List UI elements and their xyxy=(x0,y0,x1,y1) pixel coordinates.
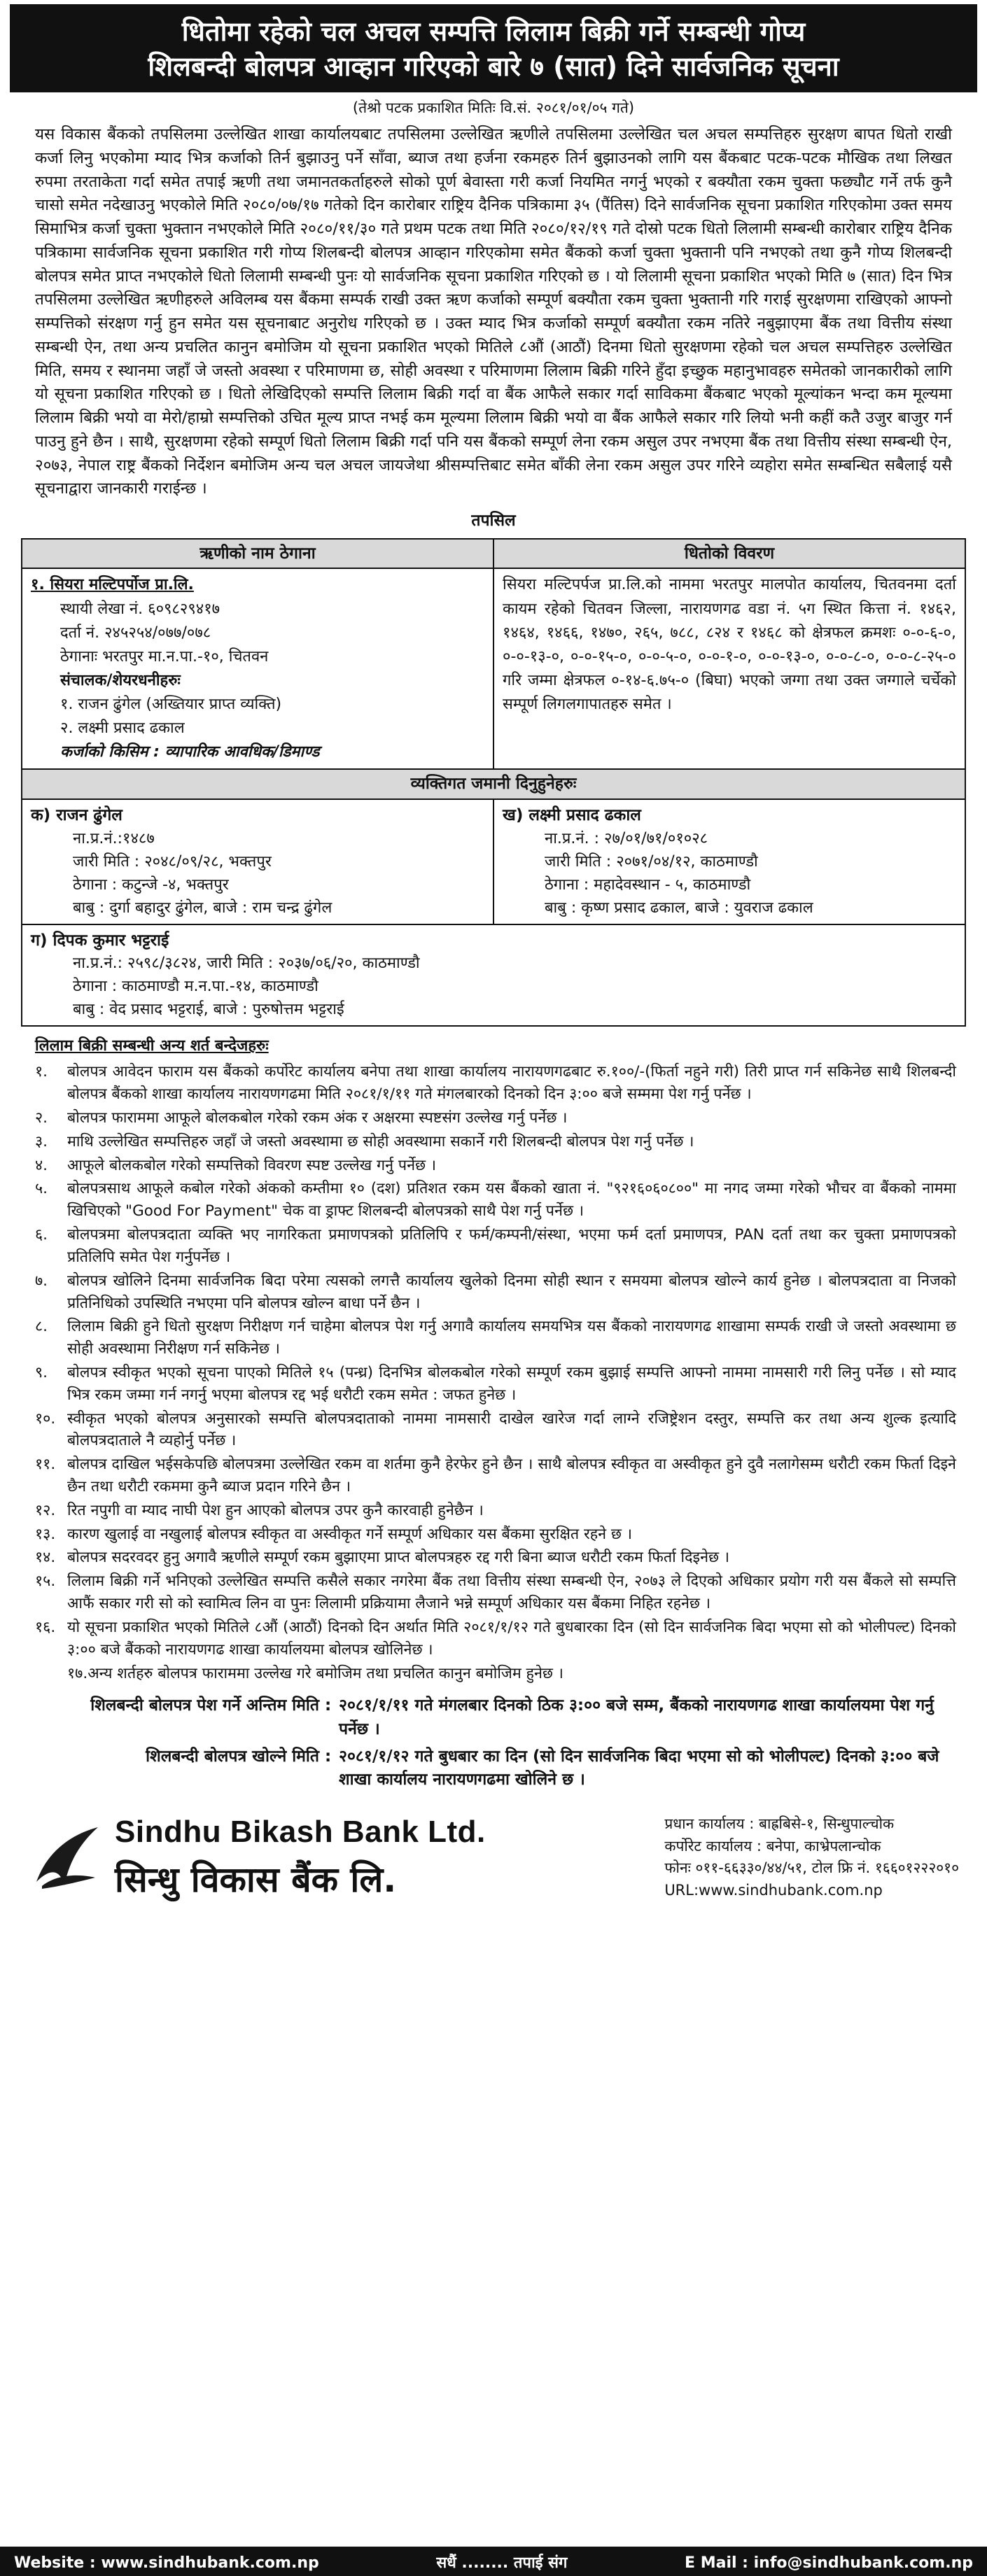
condition-number xyxy=(35,1663,67,1685)
guarantor-1-citizenship: ना.प्र.नं.:१४८७ xyxy=(73,829,155,847)
condition-item xyxy=(10,1617,977,1661)
submission-deadline-value: २०८१/१/११ गते मंगलबार दिनको ठिक ३:०० बजे सम्म, बैंकको नारायणगढ शाखा कार्यालयमा पेश गर्नु पर्नेछ । xyxy=(339,1696,934,1738)
guarantor-1-issued: जारी मिति : २०४८/०९/२८, भक्तपुर xyxy=(73,852,272,871)
borrower-row xyxy=(22,569,965,768)
bank-logo-icon xyxy=(28,1819,105,1896)
opening-date-value: २०८१/१/१२ गते बुधबार का दिन (सो दिन सार्वजनिक बिदा भएमा सो को भोलीपल्ट) दिनको ३:०० बजे शाखा कार्यालय नारायणगढमा खोलिने छ । xyxy=(339,1747,939,1789)
submission-deadline-row xyxy=(31,1694,956,1741)
deadline-table xyxy=(31,1694,956,1792)
guarantor-2-citizenship: ना.प्र.नं. : २७/०१/७१/०१०२८ xyxy=(545,829,708,847)
condition-number: ८. xyxy=(35,1318,48,1336)
submission-deadline-label: शिलबन्दी बोलपत्र पेश गर्ने अन्तिम मिति xyxy=(90,1696,319,1715)
condition-number: ६. xyxy=(35,1226,48,1244)
condition-text: बोलपत्र सदरवदर हुनु अगावै ऋणीले सम्पूर्ण रकम बुझाएमा प्राप्त बोलपत्रहरु रद्द गरी बिना ब्याज धरौटी रकम फिर्ता दिइनेछ । xyxy=(67,1549,730,1567)
head-office: प्रधान कार्यालय : बाह्रबिसे-१, सिन्धुपाल्चोक xyxy=(664,1815,895,1833)
condition-text: बोलपत्र आवेदन फाराम यस बैंकको कर्पोरेट कार्यालय बनेपा तथा शाखा कार्यालय नारायणगढबाट रु.१००/-(फिर्ता नहुने गरी) तिरी प्राप्त गर्न सकिनेछ साथै शिलबन्दी बोलपत्र बैंकको शाखा कार्यालय नारायणगढमा मिति २०८१/१/११ गते मंगलबारको दिनको दिन ३:०० बजे सम्ममा पेश गर्नु पर्नेछ । xyxy=(67,1063,956,1104)
borrower-column-header: ऋणीको नाम ठेगाना xyxy=(22,540,494,568)
directors-title: संचालक/शेयरधनीहरुः xyxy=(60,671,181,689)
opening-date-label: शिलबन्दी बोलपत्र खोल्ने मिति xyxy=(146,1747,319,1766)
guarantor-3-label: ग) xyxy=(31,931,48,950)
borrower-registration: दर्ता नं. २४५२५४/०७७/०७८ xyxy=(60,624,211,642)
guarantor-3-title xyxy=(31,929,956,952)
condition-item xyxy=(10,1523,977,1546)
guarantor-1-label: क) xyxy=(31,805,51,824)
headline-line-1: धितोमा रहेको चल अचल सम्पत्ति लिलाम बिक्री गर्ने सम्बन्धी गोप्य xyxy=(181,16,806,47)
collateral-details xyxy=(494,569,965,768)
notice-headline xyxy=(10,4,977,92)
condition-number: ४. xyxy=(35,1156,48,1174)
condition-text: कारण खुलाई वा नखुलाई बोलपत्र स्वीकृत वा अस्वीकृत गर्ने सम्पूर्ण अधिकार यस बैंकमा सुरक्षित रहने छ । xyxy=(67,1525,632,1543)
footer-email[interactable]: E Mail : info@sindhubank.com.np xyxy=(685,2554,973,2573)
director-1: १. राजन ढुंगेल (अख्तियार प्राप्त व्यक्ति) xyxy=(60,695,282,713)
notice-body: यस विकास बैंकको तपसिलमा उल्लेखित शाखा कार्यालयबाट तपसिलमा उल्लेखित ऋणीले तपसिलमा उल्लेखित चल अचल सम्पत्तिहरु सुरक्षण बापत धितो राखी कर्जा लिनु भएकोमा म्याद भित्र कर्जाको तिर्न बुझाउनु पर्ने साँवा, ब्याज तथा हर्जना रकमहरु तिर्न बुझाउनको लागि यस बैंकबाट पटक-पटक मौखिक तथा लिखत रुपमा तरताकेता गर्दा समेत तपाई ऋणी तथा जमानतकर्ताहरुले सोको पूर्ण बेवास्ता गरी कर्जा नियमित नगर्नु भएको र बक्यौता रकम चुक्ता फछ्यौट गर्ने तर्फ कुनै चासो समेत नदेखाउनु भएकोले मिति २०८०/०७/१७ गतेको दिन कारोबार राष्ट्रिय दैनिक पत्रिकामा ३५ (पैंतिस) दिने सार्वजनिक सूचना प्रकाशित गरिएकोमा उक्त समय सिमाभित्र कर्जा चुक्ता भुक्तान नभएकोले मिति २०८०/११/३० गते प्रथम पटक तथा मिति २०८०/१२/१९ गते दोस्रो पटक धितो लिलामी सम्बन्धी कारोबार राष्ट्रिय दैनिक पत्रिकामा सार्वजनिक सूचना प्रकाशित गरी गोप्य शिलबन्दी बोलपत्र आव्हान गरिएकोमा समेत बैंकको कर्जा चुक्ता भुक्तानी पनि नभएको तथा कुनै गोप्य शिलबन्दी बोलपत्र समेत प्राप्त नभएकोले धितो लिलामी सम्बन्धी पुनः यो सार्वजनिक सूचना प्रकाशित गरिएको छ । यो लिलामी सूचना प्रकाशित भएको मिति ७ (सात) दिन भित्र तपसिलमा उल्लेखित ऋणीहरुले अविलम्ब यस बैंकमा सम्पर्क राखी उक्त ऋण कर्जाको सम्पूर्ण बक्यौता रकम चुक्ता भुक्तानी गरि गराई सुरक्षणमा राखिएको आफ्नो सम्पत्तिको संरक्षण गर्नु हुन समेत यस सूचनाबाट अनुरोध गरिएको छ । उक्त म्याद भित्र कर्जाको सम्पूर्ण बक्यौता रकम नतिरे नबुझाएमा बैंक तथा वित्तीय संस्था सम्बन्धी ऐन, तथा अन्य प्रचलित कानुन बमोजिम यो सूचना प्रकाशित भएको मितिले ८औं (आठौं) दिनमा धितो सुरक्षणमा रहेको चल अचल सम्पत्तिहरु उल्लेखित मिति, समय र स्थानमा जहाँ जे जस्तो अवस्था र परिमाणमा छ, सोही अवस्था र परिमाणमा लिलाम बिक्री गरिने हुँदा इच्छुक महानुभावहरु समेतको जानकारीको लागि यो सूचना प्रकाशित गरिएको छ । धितो लेखिदिएको सम्पत्ति लिलाम बिक्री गर्दा वा बैंक आफैले सकार गर्दा साविकमा बैंकबाट भएको मूल्यांकन भन्दा कम मूल्यमा लिलाम बिक्री भयो वा मेरो/हाम्रो सम्पत्तिको उचित मूल्य प्राप्त नभई कम मूल्यमा लिलाम बिक्री भयो वा बैंक आफैले सकार गरि लियो भनी कहीं कतै उजुर बाजुर गर्न पाउनु हुने छैन । साथै, सुरक्षणमा रहेको सम्पूर्ण धितो लिलाम बिक्री गर्दा पनि यस बैंकको सम्पूर्ण लेना रकम असुल उपर नभएमा बैंक तथा वित्तीय संस्था सम्बन्धी ऐन, २०७३, नेपाल राष्ट्र बैंकको निर्देशन बमोजिम अन्य चल अचल जायजेथा श्रीसम्पत्तिबाट समेत बाँकी लेना रकम असुल उपर गरिने व्यहोरा समेत सम्बन्धित सबैलाई यसै सूचनाद्वारा जानकारी गराईन्छ । xyxy=(35,125,952,498)
condition-number: ७. xyxy=(35,1272,48,1290)
guarantor-2-address: ठेगाना : महादेवस्थान - ५, काठमाण्डौ xyxy=(545,875,751,894)
collateral-description: सियरा मल्टिपर्पज प्रा.लि.को नाममा भरतपुर मालपोत कार्यालय, चितवनमा दर्ता कायम रहेको चितवन जिल्ला, नारायणगढ वडा नं. ५ग स्थित कित्ता नं. १४६२, १४६४, १४६६, १४७०, २६५, ७८८, ८२४ र १४६८ को क्षेत्रफल क्रमशः ०-०-६-०, ०-०-१३-०, ०-०-१५-०, ०-०-५-०, ०-०-१-०, ०-०-१३-०, ०-०-८-०, ०-०-८-२५-० गरि जम्मा क्षेत्रफल ०-१४-६.७५-० (बिघा) भएको जग्गा तथा उक्त जग्गाले चर्चेको सम्पूर्ण लिगलगापातहरु समेत । xyxy=(503,576,956,713)
condition-text: बोलपत्र स्वीकृत भएको सूचना पाएको मितिले १५ (पन्ध्र) दिनभित्र बोलकबोल गरेको सम्पूर्ण रकम बुझाई सम्पत्ति आफ्नो नाममा नामसारी गरी लिनु पर्नेछ । सो म्याद भित्र रकम जम्मा गर्न नगर्नु भएमा बोलपत्र रद्द भई धरौटी रकम समेत : जफत हुनेछ । xyxy=(67,1363,956,1404)
opening-date-colon: : xyxy=(325,1747,332,1766)
condition-number: ३. xyxy=(35,1132,48,1150)
conditions-list xyxy=(10,1061,977,1684)
footer-website[interactable]: Website : www.sindhubank.com.np xyxy=(14,2554,319,2573)
director-2: २. लक्ष्मी प्रसाद ढकाल xyxy=(60,719,185,737)
condition-item xyxy=(10,1224,977,1269)
condition-text: रित नपुगी वा म्याद नाघी पेश हुन आएको बोलपत्र उपर कुनै कारवाही हुनेछैन । xyxy=(67,1501,484,1519)
guarantor-3-name: दिपक कुमार भट्टराई xyxy=(52,931,169,950)
bank-name-nepali: सिन्धु विकास बैंक लि. xyxy=(115,1859,397,1901)
guarantor-1 xyxy=(22,800,494,924)
guarantor-3-family: बाबु : वेद प्रसाद भट्टराई, बाजे : पुरुषोत्तम भट्टराई xyxy=(73,1001,344,1019)
bank-brand-block xyxy=(28,1810,959,1905)
guarantor-3 xyxy=(22,925,965,1026)
condition-number: ११. xyxy=(35,1456,56,1474)
bank-url[interactable]: URL:www.sindhubank.com.np xyxy=(664,1881,883,1899)
headline-line-2: शिलबन्दी बोलपत्र आव्हान गरिएको बारे ७ (सात) दिने सार्वजनिक सूचना xyxy=(148,51,839,83)
condition-item xyxy=(10,1270,977,1315)
guarantor-1-title xyxy=(31,804,484,827)
guarantors-header: व्यक्तिगत जमानी दिनुहुनेहरुः xyxy=(22,768,965,800)
condition-text: बोलपत्रसाथ आफूले कबोल गरेको अंकको कम्तीमा १० (दश) प्रतिशत रकम यस बैंकको खाता नं. "९२१६०६०८००" मा नगद जम्मा गरेको भौचर वा बैंकको नाममा खिचिएको "Good For Payment" चेक वा ड्राफ्ट शिलबन्दी बोलपत्रको साथै पेश गर्नु पर्नेछ । xyxy=(67,1180,956,1220)
borrower-name: १. सियरा मल्टिपर्पोज प्रा.लि. xyxy=(31,576,194,594)
condition-text: आफूले बोलकबोल गरेको सम्पत्तिको विवरण स्पष्ट उल्लेख गर्नु पर्नेछ । xyxy=(67,1156,437,1174)
condition-item xyxy=(10,1316,977,1360)
bank-logo xyxy=(28,1819,105,1896)
bank-name-english: Sindhu Bikash Bank Ltd. xyxy=(115,1814,486,1849)
condition-text: लिलाम बिक्री गर्ने भनिएको उल्लेखित सम्पत्ति कसैले सकार नगरेमा बैंक तथा वित्तीय संस्था सम्बन्धी ऐन, २०७३ ले दिएको अधिकार प्रयोग गरी यस बैंकले सो सम्पत्ति आफैं सकार गरी सो को स्वामित्व लिन वा पुनः लिलामी प्रक्रियामा लैजाने भन्ने सम्पूर्ण अधिकार यस बैंकमा निहित रहनेछ । xyxy=(67,1572,956,1613)
borrower-table xyxy=(21,538,966,1027)
opening-date-row xyxy=(31,1745,956,1792)
conditions-title: लिलाम बिक्री सम्बन्धी अन्य शर्त बन्देजहरुः xyxy=(35,1037,269,1055)
condition-number: १६. xyxy=(35,1618,56,1636)
corporate-office: कर्पोरेट कार्यालय : बनेपा, काभ्रेपलान्चोक xyxy=(664,1837,881,1854)
condition-item xyxy=(10,1107,977,1129)
guarantor-2-family: बाबु : कृष्ण प्रसाद ढकाल, बाजे : युवराज ढकाल xyxy=(545,899,813,917)
footer-bar xyxy=(0,2547,987,2576)
condition-number: २. xyxy=(35,1109,48,1127)
bank-name-block xyxy=(115,1810,486,1905)
collateral-column-header: धितोको विवरण xyxy=(494,540,965,568)
guarantor-2 xyxy=(494,800,965,924)
condition-item xyxy=(10,1408,977,1453)
condition-item xyxy=(10,1570,977,1615)
guarantor-2-name: लक्ष्मी प्रसाद ढकाल xyxy=(528,805,641,824)
condition-item xyxy=(10,1500,977,1522)
condition-item xyxy=(10,1547,977,1569)
loan-type: कर्जाको किसिम : व्यापारिक आवधिक/डिमाण्ड xyxy=(60,743,320,761)
footer-tagline: सधैं ........ तपाई संग xyxy=(436,2554,568,2573)
phone-numbers: फोनः ०११-६६३३०/४४/५१, टोल फ्रि नं. १६६०१२२२०१० xyxy=(664,1859,959,1877)
condition-text: बोलपत्रमा बोलपत्रदाता व्यक्ति भए नागरिकता प्रमाणपत्रको प्रतिलिपि र फर्म/कम्पनी/संस्था, भएमा फर्म दर्ता प्रमाणपत्र, PAN दर्ता तथा कर चुक्ता प्रमाणपत्रको प्रतिलिपि समेत पेश गर्नुपर्नेछ । xyxy=(67,1226,956,1266)
condition-text: बोलपत्र फाराममा आफूले बोलकबोल गरेको रकम अंक र अक्षरमा स्पष्टसंग उल्लेख गर्नु पर्नेछ । xyxy=(67,1109,568,1127)
condition-item xyxy=(10,1362,977,1407)
borrower-table-header xyxy=(22,540,965,570)
condition-number: १४. xyxy=(35,1549,56,1567)
borrower-address: ठेगानाः भरतपुर मा.न.पा.-१०, चितवन xyxy=(60,647,269,666)
condition-text: बोलपत्र खोलिने दिनमा सार्वजनिक बिदा परेमा त्यसको लगत्तै कार्यालय खुलेको दिनमा सोही स्थान र समयमा बोलपत्र खोल्ने कार्य हुनेछ । बोलपत्रदाता वा निजको प्रतिनिधिको उपस्थिति नभएमा पनि बोलपत्र खोल्न बाधा पर्ने छैन । xyxy=(67,1272,956,1312)
condition-item xyxy=(10,1155,977,1177)
condition-number: १५. xyxy=(35,1572,56,1591)
condition-number: १. xyxy=(35,1063,48,1081)
guarantor-2-issued: जारी मिति : २०७१/०४/१२, काठमाण्डौ xyxy=(545,852,758,871)
condition-item xyxy=(10,1178,977,1223)
notice-page xyxy=(0,4,987,2576)
condition-number: १२. xyxy=(35,1501,56,1519)
condition-text: लिलाम बिक्री हुने धितो सुरक्षण निरीक्षण गर्न चाहेमा बोलपत्र पेश गर्नु अगावै कार्यालय समयभित्र यस बैंकको नारायणगढ शाखामा सम्पर्क राखी जे जस्तो अवस्थामा छ सोही अवस्थामा निरीक्षण गर्न सकिनेछ । xyxy=(67,1318,956,1358)
condition-text: १७.अन्य शर्तहरु बोलपत्र फाराममा उल्लेख गरे बमोजिम तथा प्रचलित कानुन बमोजिम हुनेछ । xyxy=(67,1664,564,1682)
guarantor-3-citizenship: ना.प्र.नं.: २५९८/३८२४, जारी मिति : २०३७/०६/२०, काठमाण्डौ xyxy=(73,955,420,973)
borrower-details xyxy=(22,569,494,768)
condition-number: ९. xyxy=(35,1363,48,1381)
condition-number: ५. xyxy=(35,1180,48,1198)
guarantor-1-family: बाबु : दुर्गा बहादुर ढुंगेल, बाजे : राम चन्द्र ढुंगेल xyxy=(73,899,332,917)
condition-text: बोलपत्र दाखिल भईसकेपछि बोलपत्रमा उल्लेखित रकम वा शर्तमा कुनै हेरफेर हुने छैन । साथै बोलपत्र स्वीकृत वा अस्वीकृत हुने दुवै नलागेसम्म धरौटी रकम फिर्ता दिइने छैन तथा धरौटी रकममा कुनै ब्याज प्रदान गरिने छैन । xyxy=(67,1456,956,1496)
borrower-pan: स्थायी लेखा नं. ६०९८२९४१७ xyxy=(60,600,220,618)
submission-deadline-colon: : xyxy=(325,1696,332,1715)
condition-text: स्वीकृत भएको बोलपत्र अनुसारको सम्पत्ति बोलपत्रदाताको नाममा नामसारी दाखेल खारेज गर्दा लाग्ने रजिष्ट्रेशन दस्तुर, सम्पत्ति कर तथा अन्य शुल्क इत्यादि बोलपत्रदाताले नै व्यहोर्नु पर्नेछ । xyxy=(67,1409,956,1450)
guarantor-1-name: राजन ढुंगेल xyxy=(56,805,122,824)
publication-date: (तेश्रो पटक प्रकाशित मितिः वि.सं. २०८१/०१/०५ गते) xyxy=(352,99,635,117)
schedule-title: तपसिल xyxy=(471,512,516,530)
guarantor-1-address: ठेगाना : कटुन्जे -४, भक्तपुर xyxy=(73,875,229,894)
condition-item xyxy=(10,1131,977,1153)
guarantor-2-title xyxy=(503,804,956,827)
guarantor-3-address: ठेगाना : काठमाण्डौ म.न.पा.-१४, काठमाण्डौ xyxy=(73,978,318,996)
condition-item xyxy=(10,1663,977,1685)
guarantor-2-label: ख) xyxy=(503,805,524,824)
condition-text: यो सूचना प्रकाशित भएको मितिले ८औं (आठौं) दिनको दिन अर्थात मिति २०८१/१/१२ गते बुधबारका दिन (सो दिन सार्वजनिक बिदा भएमा सो को भोलीपल्ट) दिनको ३:०० बजे बैंकको नारायणगढ शाखा कार्यालयमा बोलपत्र खोलिनेछ । xyxy=(67,1618,956,1659)
condition-item xyxy=(10,1454,977,1498)
condition-item xyxy=(10,1061,977,1106)
condition-number: १३. xyxy=(35,1525,56,1543)
condition-number: १०. xyxy=(35,1409,56,1428)
guarantor-row-1 xyxy=(22,800,965,925)
bank-contact-block xyxy=(664,1813,959,1901)
condition-text: माथि उल्लेखित सम्पत्तिहरु जहाँ जे जस्तो अवस्थामा छ सोही अवस्थामा सकार्ने गरी शिलबन्दी बोलपत्र पेश गर्नु पर्नेछ । xyxy=(67,1132,694,1150)
